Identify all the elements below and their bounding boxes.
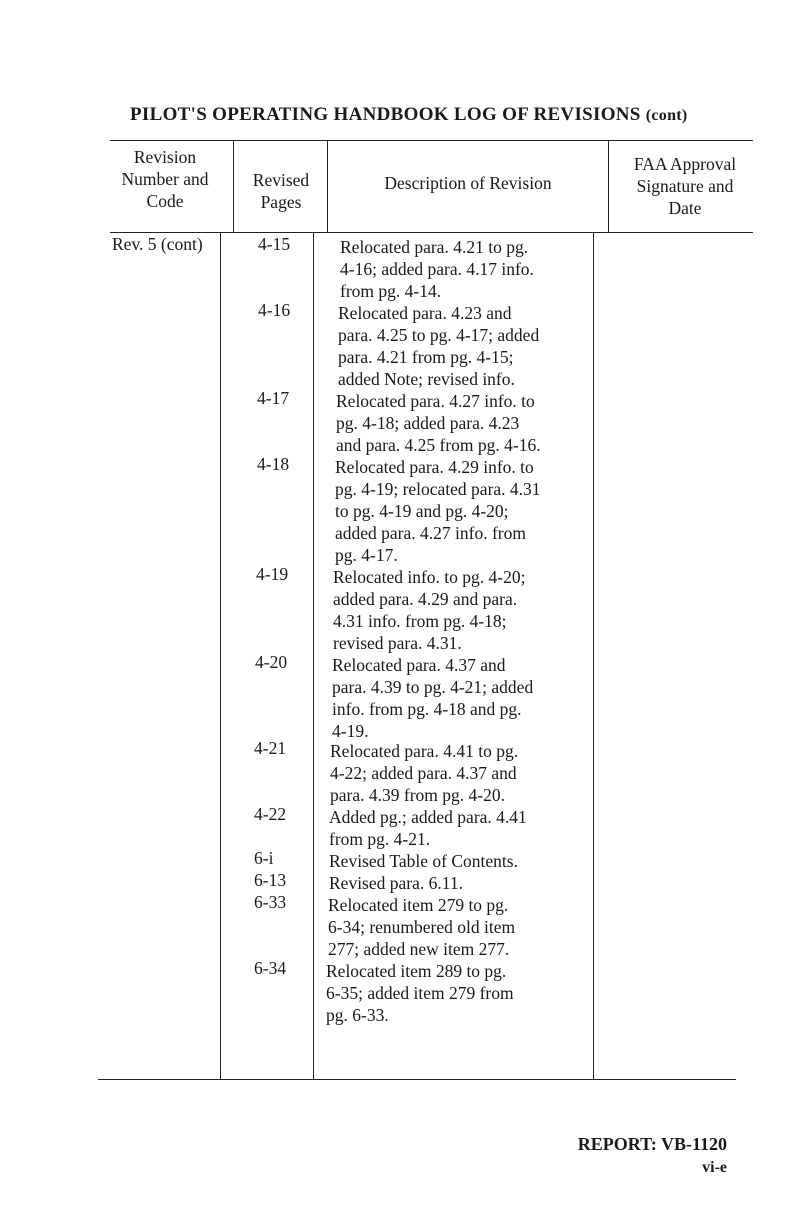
column-divider-1 xyxy=(233,140,234,233)
header-faa-approval: FAA Approval Signature and Date xyxy=(633,154,737,218)
revised-page: 4-17 xyxy=(257,388,290,408)
revision-description: Added pg.; added para. 4.41 from pg. 4-21. xyxy=(329,807,527,849)
page-number: vi-e xyxy=(702,1159,727,1176)
table-top-rule xyxy=(110,140,753,141)
column-divider-3 xyxy=(608,140,609,233)
column-divider-2-body xyxy=(313,232,314,1079)
header-bottom-rule xyxy=(110,232,753,233)
revised-page: 6-33 xyxy=(254,892,287,912)
revision-description: Relocated para. 4.23 and para. 4.25 to pg. 4-17; added para. 4.21 from pg. 4-15; added Note; revised info. xyxy=(338,303,540,389)
page-title xyxy=(130,104,688,126)
revision-description: Relocated item 279 to pg. 6-34; renumbered old item 277; added new item 277. xyxy=(328,895,516,959)
revision-description: Relocated info. to pg. 4-20; added para. 4.29 and para. 4.31 info. from pg. 4-18; revised para. 4.31. xyxy=(333,567,526,653)
header-revised-pages: Revised Pages xyxy=(252,170,310,212)
revised-page: 4-15 xyxy=(258,234,291,254)
report-number: REPORT: VB-1120 xyxy=(577,1134,727,1154)
revision-description: Revised para. 6.11. xyxy=(329,873,463,893)
revision-description: Relocated para. 4.29 info. to pg. 4-19; relocated para. 4.31 to pg. 4-19 and pg. 4-20; added para. 4.27 info. from pg. 4-17. xyxy=(335,457,541,565)
revised-page: 4-18 xyxy=(257,454,290,474)
header-description: Description of Revision xyxy=(384,173,552,193)
revised-page: 4-16 xyxy=(258,300,291,320)
column-divider-2 xyxy=(327,140,328,233)
revision-description: Relocated para. 4.27 info. to pg. 4-18; added para. 4.23 and para. 4.25 from pg. 4-16. xyxy=(336,391,541,455)
revision-description: Relocated item 289 to pg. 6-35; added item 279 from pg. 6-33. xyxy=(326,961,514,1025)
revision-description: Revised Table of Contents. xyxy=(329,851,518,871)
revised-page: 6-34 xyxy=(254,958,287,978)
title-suffix: (cont) xyxy=(645,107,688,124)
column-divider-1-body xyxy=(220,232,221,1079)
header-revision-number: Revision Number and Code xyxy=(121,147,209,211)
revision-code: Rev. 5 (cont) xyxy=(112,234,203,254)
column-divider-3-body xyxy=(593,232,594,1079)
revised-page: 6-13 xyxy=(254,870,287,890)
revision-description: Relocated para. 4.41 to pg. 4-22; added para. 4.37 and para. 4.39 from pg. 4-20. xyxy=(330,741,519,805)
title-main: PILOT'S OPERATING HANDBOOK LOG OF REVISIONS xyxy=(130,104,641,125)
table-bottom-rule xyxy=(98,1079,736,1080)
revision-description: Relocated para. 4.21 to pg. 4-16; added para. 4.17 info. from pg. 4-14. xyxy=(340,237,534,301)
revised-page: 6-i xyxy=(254,848,274,868)
revised-page: 4-22 xyxy=(254,804,287,824)
revised-page: 4-19 xyxy=(256,564,289,584)
revised-page: 4-20 xyxy=(255,652,288,672)
revised-page: 4-21 xyxy=(254,738,287,758)
revision-description: Relocated para. 4.37 and para. 4.39 to pg. 4-21; added info. from pg. 4-18 and pg. 4-19. xyxy=(332,655,534,741)
